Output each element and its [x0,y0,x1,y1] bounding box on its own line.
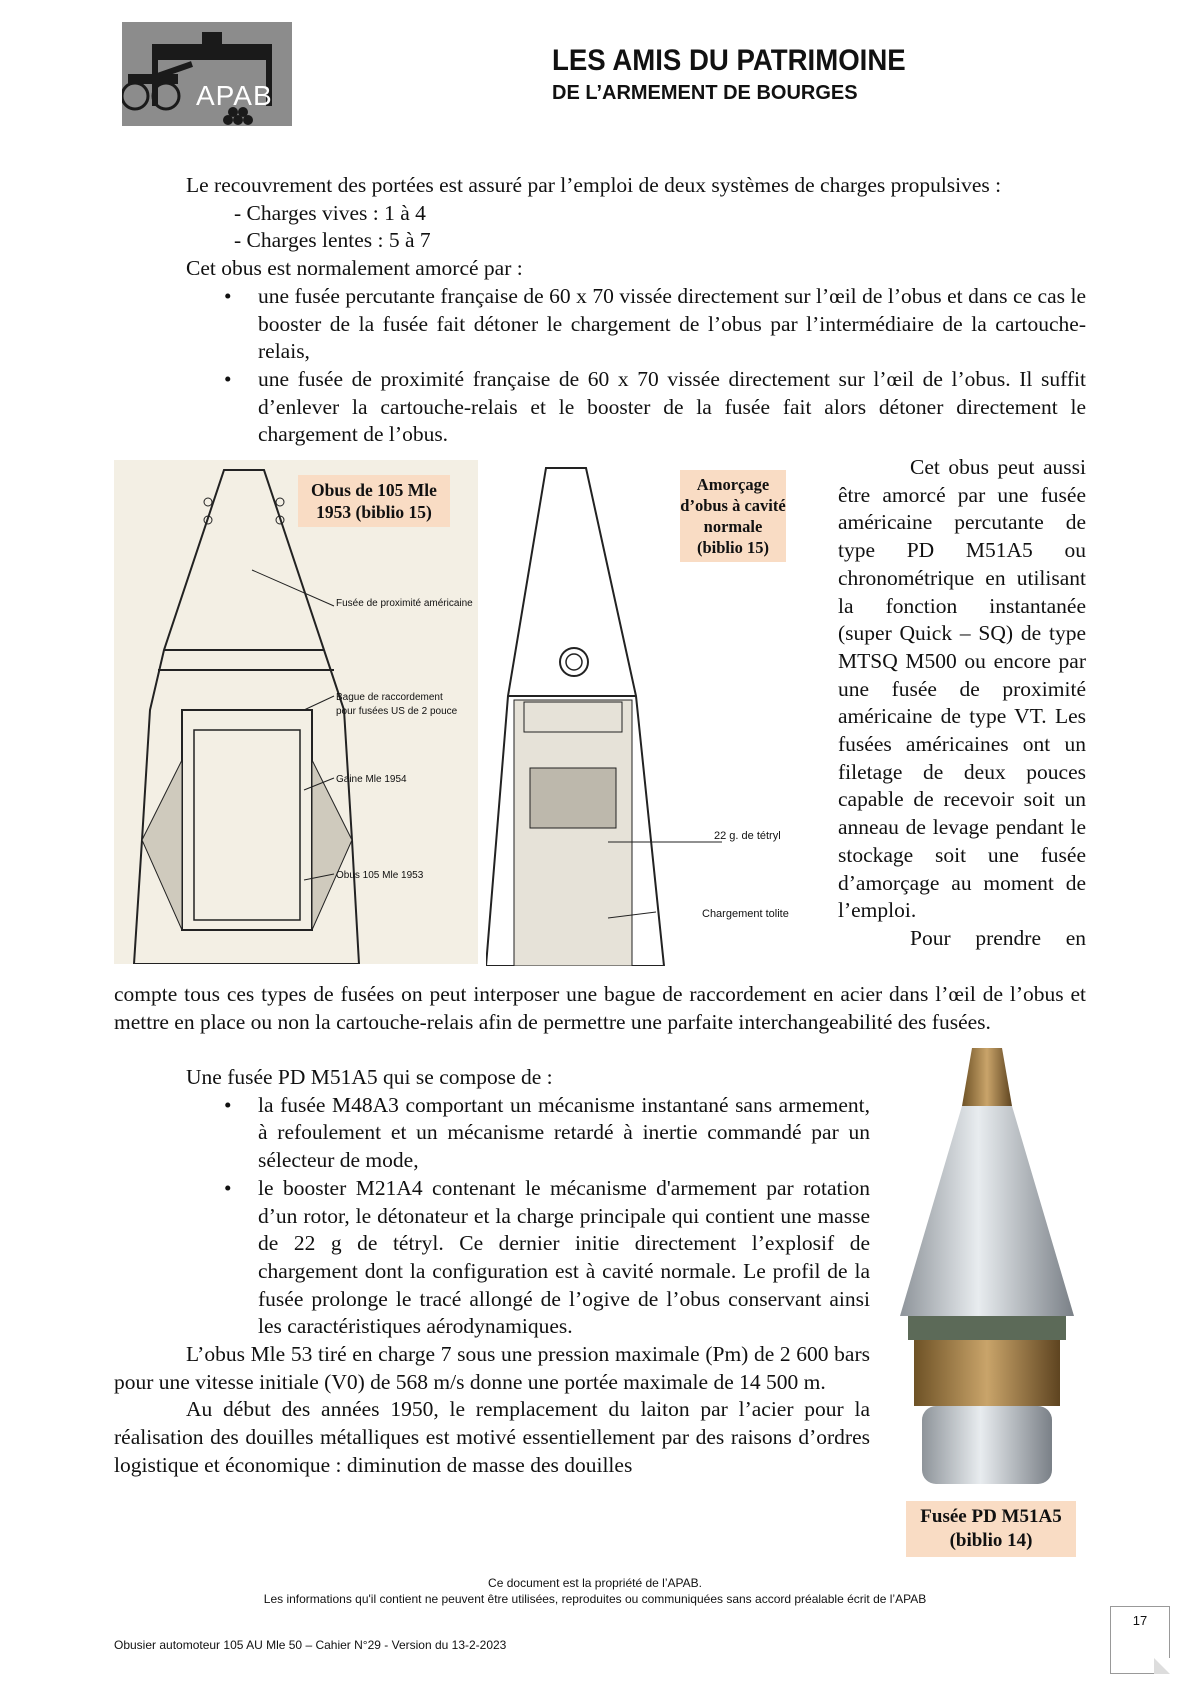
list-item: • la fusée M48A3 comportant un mécanisme instantané sans armement, à refoulement et un mécanisme retardé à inertie commandé par un sélecteur de mode, [224,1092,870,1173]
paragraph-amorce-intro: Cet obus est normalement amorcé par : [186,256,523,281]
footer-ownership: Ce document est la propriété de l’APAB. [488,1576,702,1590]
interchange-paragraph: compte tous ces types de fusées on peut interposer une bague de raccordement en acier dans l’œil de l’obus et mettre en place ou non la cartouche-relais afin de permettre une parfaite interchangeabilité des fusées. [114,982,1086,1034]
drawing-label: Obus 105 Mle 1953 [336,870,424,881]
figure-caption-amorcage: Amorçage d’obus à cavité normale (biblio 15) [680,470,786,562]
side-paragraph: Cet obus peut aussi être amorcé par une fusée américaine percutante de type PD M51A5 ou chronométrique en utilisant la fonction instantanée (super Quick – SQ) de type MTSQ M500 ou encore par une fusée de proximité américaine de type VT. Les fusées américaines ont un filetage de deux pouces capable de recevoir soit un anneau de levage pendant le stockage soit une fusée d’amorçage au moment de l’emploi. Pour prendre en [838,455,1086,950]
drawing-label: Bague de raccordement [336,692,443,703]
drawing-label: Gaine Mle 1954 [336,774,407,785]
drawing-label: pour fusées US de 2 pouce [336,706,458,717]
drawing-label: Fusée de proximité américaine [336,598,473,609]
header-subtitle: DE L’ARMEMENT DE BOURGES [552,82,858,104]
paragraph-charges-intro: Le recouvrement des portées est assuré par l’emploi de deux systèmes de charges propulsives : [186,173,1002,197]
photo-caption: Fusée PD M51A5 (biblio 14) [906,1501,1076,1557]
figure-obus-drawing [114,460,478,964]
bullet-icon: • [224,283,232,308]
bullet-icon: • [224,1092,232,1117]
drawing-label: Chargement tolite [702,908,789,920]
charge-item: - Charges lentes : 5 à 7 [234,228,431,253]
logo-text: APAB [196,80,273,111]
fuse-list [114,283,1086,449]
page-number: 17 [1132,1613,1148,1628]
logo [122,22,292,126]
figure-caption-obus: Obus de 105 Mle 1953 (biblio 15) [298,475,450,527]
intro-block [114,172,1086,449]
footer-doc-ref: Obusier automoteur 105 AU Mle 50 – Cahier N°29 - Version du 13-2-2023 [114,1638,507,1652]
header-title: LES AMIS DU PATRIMOINE [552,44,906,77]
list-item: • le booster M21A4 contenant le mécanisme d'armement par rotation d’un rotor, le détonateur et la charge principale qui contient une masse de 22 g de tétryl. Ce dernier initie directement l’explosif de chargement dont la configuration est à cavité normale. Le profil de la fusée prolonge le tracé allongé de l’ogive de l’obus conservant ainsi les caractéristiques aérodynamiques. [224,1175,870,1339]
page-curl-icon [1154,1658,1170,1674]
components-list [114,1092,870,1341]
charge-item: - Charges vives : 1 à 4 [234,200,426,225]
footer-rights: Les informations qu'il contient ne peuvent être utilisées, reproduites ou communiquées sans accord préalable écrit de l’APAB [263,1592,927,1606]
fuse-photo-icon [892,1046,1082,1486]
page-number-box [1110,1606,1170,1674]
fuse-photo [892,1046,1082,1486]
drawing-label: 22 g. de tétryl [714,830,781,842]
bullet-icon: • [224,1175,232,1200]
components-block: Une fusée PD M51A5 qui se compose de : • la fusée M48A3 comportant un mécanisme instantané sans armement, à refoulement et un mécanisme retardé à inertie commandé par un sélecteur de mode, • le booster M21A4 contenant le mécanisme d'armement par rotation d’un rotor, le détonateur et la charge principale qui contient une masse de 22 g de tétryl. Ce dernier initie directement l’explosif de chargement dont la configuration est à cavité normale. Le profil de la fusée prolonge le tracé allongé de l’ogive de l’obus conservant ainsi les caractéristiques aérodynamiques. L’obus Mle 53 tiré en charge 7 sous une pression maximale (Pm) de 2 600 bars pour une vitesse initiale (V0) de 568 m/s donne une portée maximale de 14 500 m. Au début des années 1950, le remplacement du laiton par l’acier pour la réalisation des douilles métalliques est motivé essentiellement par des raisons d’ordres logistique et économique : diminution de masse des douilles [114,1065,870,1477]
list-item: • une fusée percutante française de 60 x 70 vissée directement sur l’œil de l’obus et dans ce cas le booster de la fusée fait détoner le chargement de l’obus par l’intermédiaire de la cartouche-relais, [224,283,1086,364]
list-item: • une fusée de proximité française de 60 x 70 vissée directement sur l’œil de l’obus. Il suffit d’enlever la cartouche-relais et le booster de la fusée fait alors détoner directement le chargement de l’obus. [224,366,1086,447]
bullet-icon: • [224,366,232,391]
